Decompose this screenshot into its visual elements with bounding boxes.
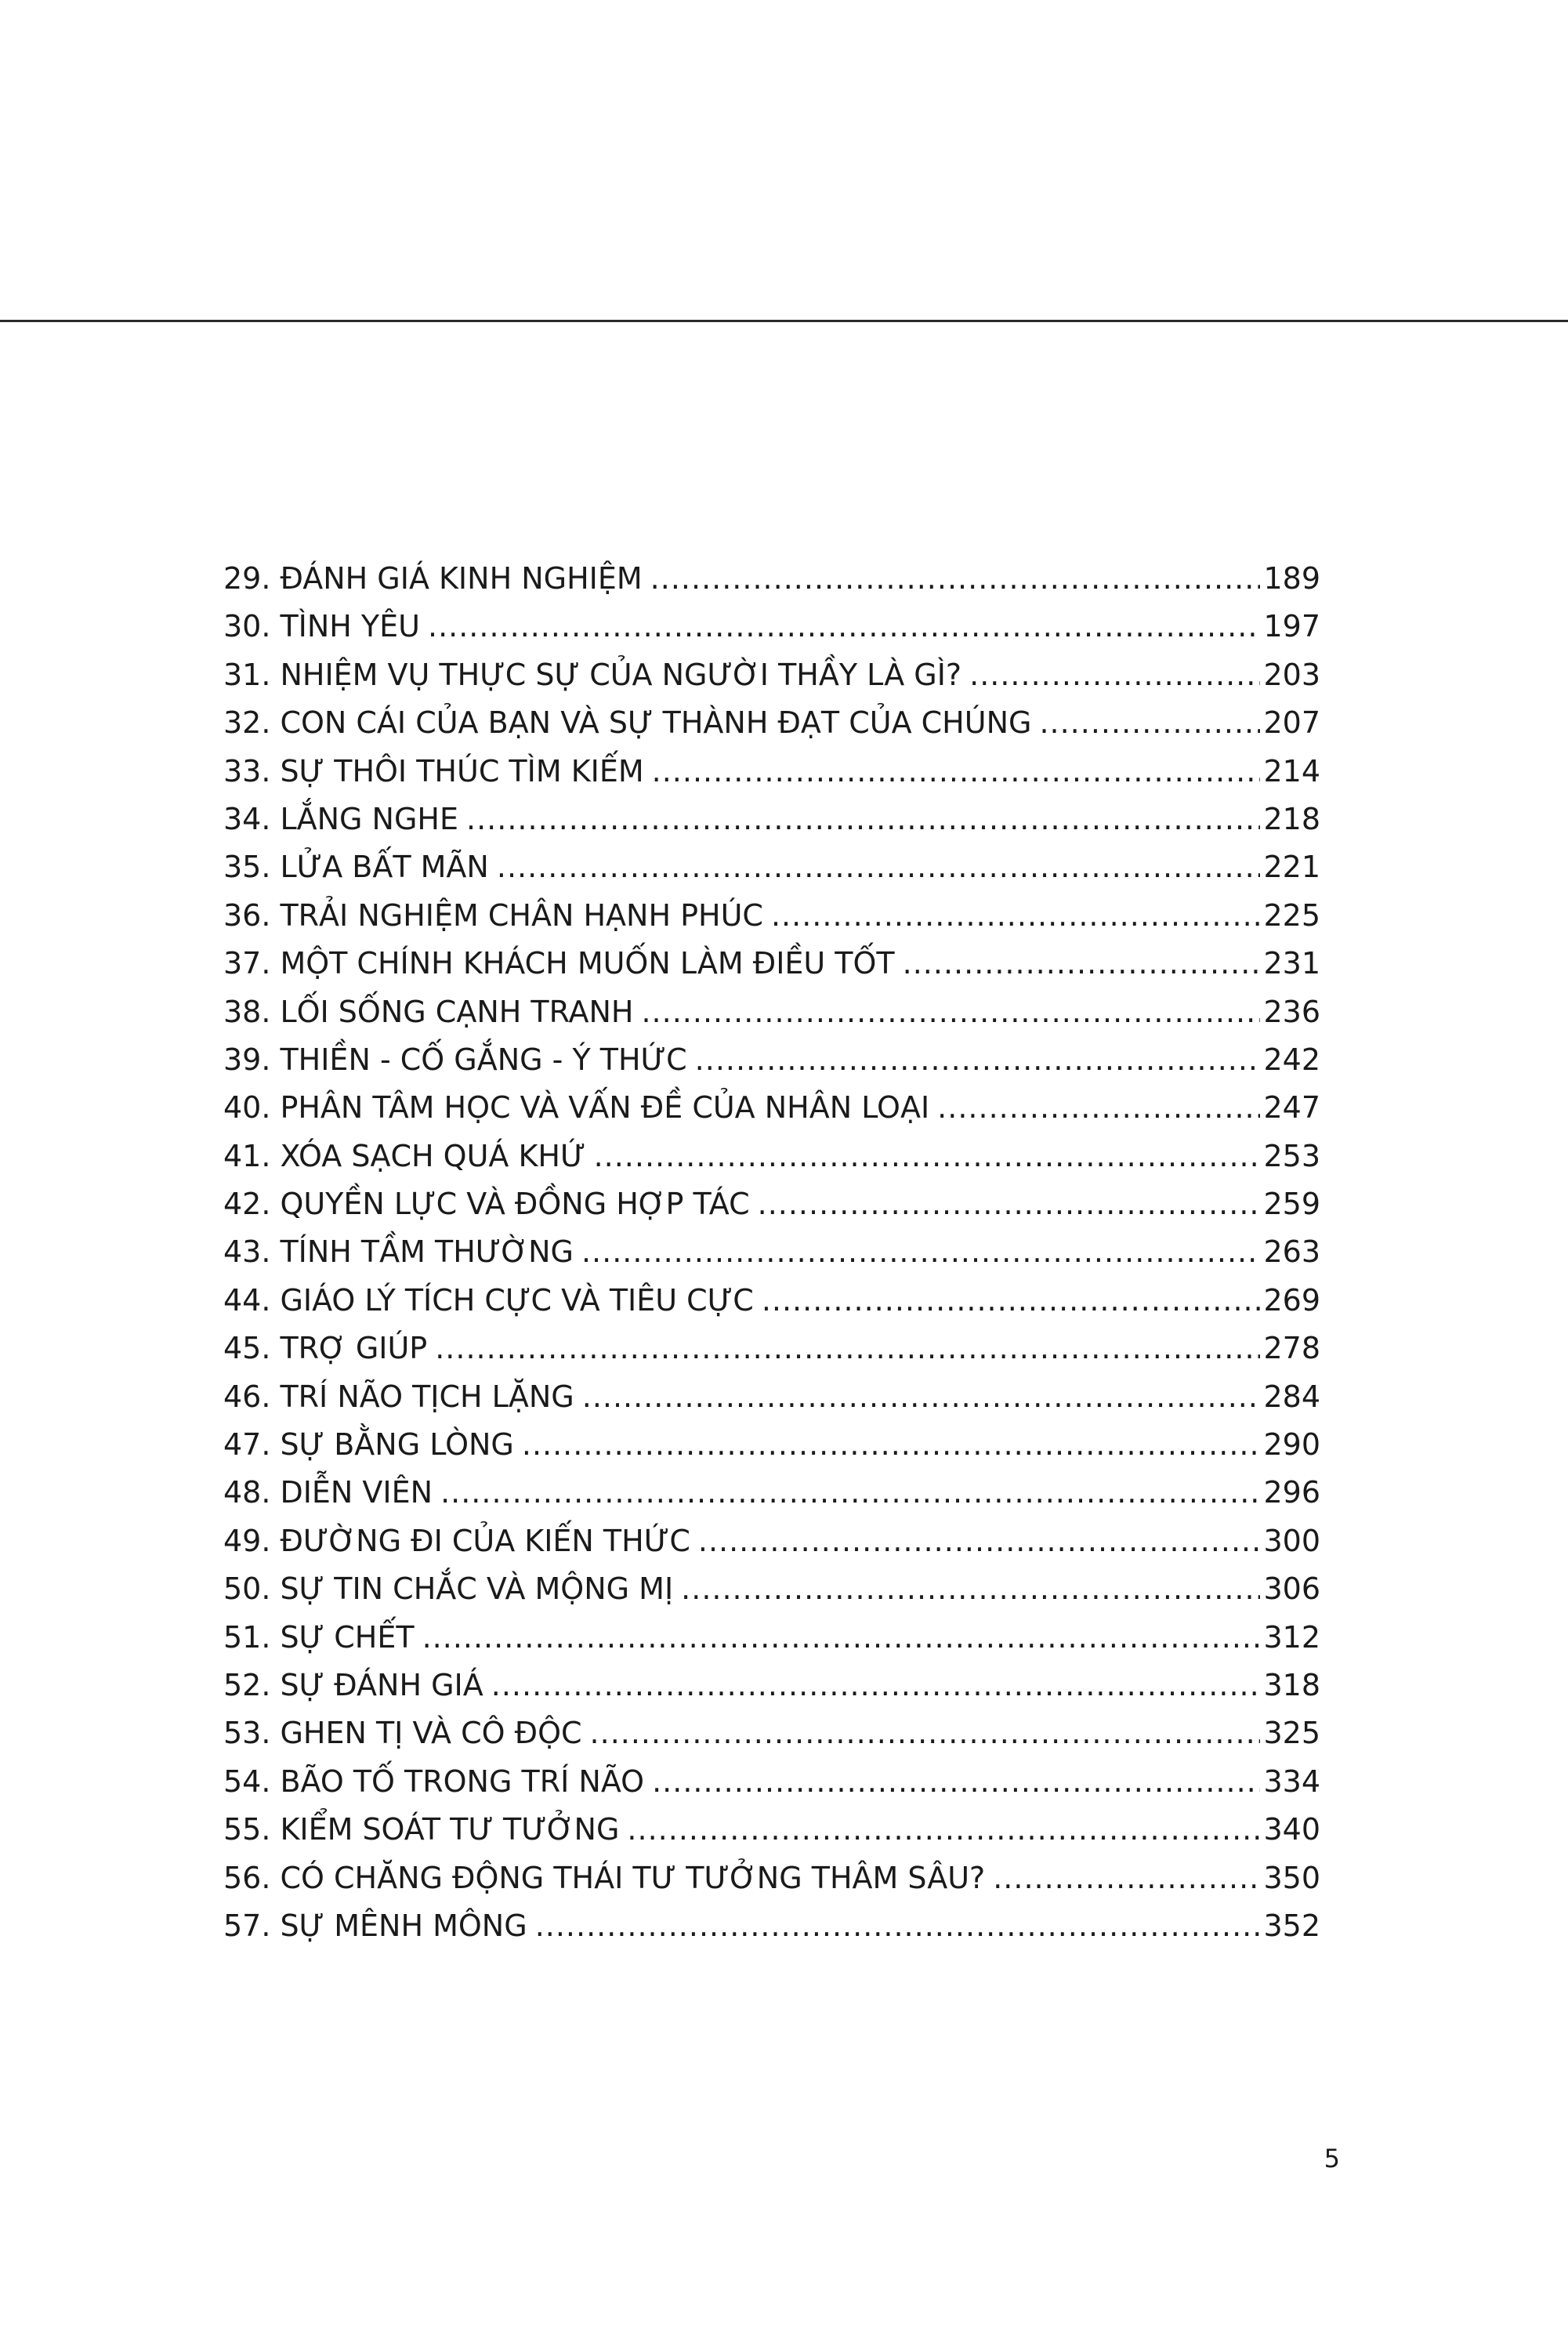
header-rule: [0, 320, 1568, 322]
toc-entry-page: 231: [1263, 946, 1320, 981]
toc-entry-number: 56.: [223, 1860, 271, 1895]
toc-entry-number: 30.: [223, 609, 271, 644]
toc-entry-title: QUYỀN LỰC VÀ ĐỒNG HỢP TÁC: [280, 1187, 750, 1222]
toc-entry-page: 318: [1263, 1667, 1320, 1702]
toc-entry-title: LỐI SỐNG CẠNH TRANH: [280, 994, 634, 1029]
toc-entry-title: CÓ CHĂNG ĐỘNG THÁI TƯ TƯỞNG THÂM SÂU?: [280, 1860, 986, 1895]
toc-entry-title: TRẢI NGHIỆM CHÂN HẠNH PHÚC: [280, 897, 763, 933]
toc-entry: [223, 1421, 1320, 1469]
toc-dot-leader: [652, 748, 1261, 796]
toc-entry-number: 51.: [223, 1619, 271, 1655]
toc-dot-leader: [937, 1084, 1260, 1132]
toc-entry: [223, 1133, 1320, 1180]
toc-entry-page: 218: [1263, 801, 1320, 836]
toc-entry-title: SỰ BẰNG LÒNG: [280, 1427, 514, 1463]
toc-entry-page: 269: [1263, 1282, 1320, 1318]
toc-entry: [223, 1180, 1320, 1228]
toc-entry-title: NHIỆM VỤ THỰC SỰ CỦA NGƯỜI THẦY LÀ GÌ?: [280, 657, 962, 692]
toc-dot-leader: [582, 1373, 1261, 1421]
toc-entry-page: 225: [1263, 897, 1320, 933]
toc-entry-title: SỰ CHẾT: [280, 1619, 415, 1655]
toc-entry: [223, 1469, 1320, 1517]
toc-entry-title: THIỀN - CỐ GẮNG - Ý THỨC: [280, 1042, 687, 1077]
toc-entry: [223, 1517, 1320, 1565]
toc-entry-page: 189: [1263, 561, 1320, 596]
toc-entry-title: SỰ THÔI THÚC TÌM KIẾM: [280, 753, 644, 788]
toc-dot-leader: [652, 1758, 1260, 1806]
toc-dot-leader: [428, 603, 1260, 651]
toc-entry: [223, 603, 1320, 651]
toc-entry-title: CON CÁI CỦA BẠN VÀ SỰ THÀNH ĐẠT CỦA CHÚNG: [280, 705, 1032, 741]
toc-entry: [223, 1277, 1320, 1325]
toc-entry-page: 197: [1263, 609, 1320, 644]
toc-dot-leader: [758, 1180, 1261, 1228]
toc-entry-number: 54.: [223, 1764, 271, 1799]
toc-entry-title: GIÁO LÝ TÍCH CỰC VÀ TIÊU CỰC: [280, 1282, 754, 1318]
toc-dot-leader: [1039, 699, 1260, 747]
toc-entry-page: 221: [1263, 850, 1320, 885]
toc-dot-leader: [590, 1709, 1261, 1757]
toc-entry: [223, 1614, 1320, 1662]
toc-entry-page: 214: [1263, 753, 1320, 788]
toc-entry: [223, 1373, 1320, 1421]
toc-entry-page: 334: [1263, 1764, 1320, 1799]
toc-dot-leader: [650, 555, 1261, 603]
toc-entry-page: 236: [1263, 994, 1320, 1029]
toc-entry-number: 44.: [223, 1282, 271, 1318]
toc-entry-title: LẮNG NGHE: [280, 801, 459, 836]
toc-entry-page: 312: [1263, 1619, 1320, 1655]
toc-entry-number: 50.: [223, 1571, 271, 1607]
toc-entry-title: ĐƯỜNG ĐI CỦA KIẾN THỨC: [280, 1523, 690, 1558]
toc-entry-number: 42.: [223, 1187, 271, 1222]
toc-entry-title: TÍNH TẦM THƯỜNG: [280, 1234, 574, 1270]
toc-entry-page: 278: [1263, 1331, 1320, 1366]
toc-entry-title: KIỂM SOÁT TƯ TƯỞNG: [280, 1812, 620, 1847]
toc-entry-title: XÓA SẠCH QUÁ KHỨ: [280, 1138, 586, 1173]
toc-entry: [223, 988, 1320, 1036]
toc-entry-number: 34.: [223, 801, 271, 836]
toc-entry-number: 36.: [223, 897, 271, 933]
toc-entry-number: 46.: [223, 1379, 271, 1414]
toc-dot-leader: [641, 988, 1260, 1036]
toc-entry-page: 259: [1263, 1187, 1320, 1222]
toc-entry-page: 253: [1263, 1138, 1320, 1173]
page-number: 5: [1324, 2144, 1340, 2173]
toc-dot-leader: [695, 1036, 1261, 1084]
toc-entry-number: 39.: [223, 1042, 271, 1077]
toc-dot-leader: [466, 796, 1260, 843]
toc-entry: [223, 1902, 1320, 1950]
toc-entry: [223, 1084, 1320, 1132]
toc-entry-page: 247: [1263, 1090, 1320, 1126]
toc-dot-leader: [681, 1565, 1260, 1613]
toc-entry-number: 41.: [223, 1138, 271, 1173]
toc-entry-number: 53.: [223, 1716, 271, 1751]
toc-dot-leader: [698, 1517, 1261, 1565]
toc-entry-number: 55.: [223, 1812, 271, 1847]
toc-entry: [223, 1036, 1320, 1084]
toc-entry: [223, 1709, 1320, 1757]
toc-entry-number: 29.: [223, 561, 271, 596]
toc-entry-title: MỘT CHÍNH KHÁCH MUỐN LÀM ĐIỀU TỐT: [280, 946, 895, 981]
toc-dot-leader: [762, 1277, 1261, 1325]
toc-dot-leader: [993, 1854, 1260, 1902]
toc-entry-number: 37.: [223, 946, 271, 981]
toc-entry-number: 32.: [223, 705, 271, 741]
toc-entry: [223, 843, 1320, 891]
toc-entry-page: 296: [1263, 1475, 1320, 1510]
toc-dot-leader: [491, 1662, 1261, 1709]
toc-entry-page: 306: [1263, 1571, 1320, 1607]
toc-dot-leader: [903, 940, 1261, 988]
toc-entry-page: 352: [1263, 1908, 1320, 1943]
toc-entry: [223, 1228, 1320, 1276]
toc-entry-title: PHÂN TÂM HỌC VÀ VẤN ĐỀ CỦA NHÂN LOẠI: [280, 1090, 930, 1126]
toc-entry-page: 350: [1263, 1860, 1320, 1895]
toc-entry: [223, 940, 1320, 988]
table-of-contents: [223, 555, 1320, 1950]
toc-entry: [223, 1854, 1320, 1902]
toc-entry-page: 263: [1263, 1234, 1320, 1270]
toc-entry-number: 47.: [223, 1427, 271, 1463]
toc-entry: [223, 1565, 1320, 1613]
toc-entry: [223, 651, 1320, 699]
toc-entry-title: LỬA BẤT MÃN: [280, 850, 489, 885]
toc-entry-number: 49.: [223, 1523, 271, 1558]
toc-entry-title: SỰ ĐÁNH GIÁ: [280, 1667, 483, 1702]
toc-entry-title: DIỄN VIÊN: [280, 1475, 433, 1510]
toc-entry-number: 40.: [223, 1090, 271, 1126]
toc-entry-title: SỰ TIN CHẮC VÀ MỘNG MỊ: [280, 1571, 674, 1607]
toc-entry-title: GHEN TỊ VÀ CÔ ĐỘC: [280, 1716, 582, 1751]
toc-entry-number: 57.: [223, 1908, 271, 1943]
toc-entry: [223, 1325, 1320, 1372]
toc-entry: [223, 1758, 1320, 1806]
toc-entry: [223, 892, 1320, 940]
toc-entry: [223, 699, 1320, 747]
toc-dot-leader: [771, 892, 1261, 940]
toc-entry-number: 48.: [223, 1475, 271, 1510]
toc-dot-leader: [422, 1614, 1261, 1662]
toc-dot-leader: [627, 1806, 1260, 1854]
toc-entry-title: SỰ MÊNH MÔNG: [280, 1908, 527, 1943]
toc-entry: [223, 555, 1320, 603]
toc-dot-leader: [969, 651, 1260, 699]
toc-dot-leader: [435, 1325, 1260, 1372]
toc-entry-page: 290: [1263, 1427, 1320, 1463]
toc-entry: [223, 1662, 1320, 1709]
toc-entry-title: BÃO TỐ TRONG TRÍ NÃO: [280, 1764, 645, 1799]
toc-entry-title: TRỢ GIÚP: [280, 1331, 428, 1366]
toc-entry-number: 52.: [223, 1667, 271, 1702]
toc-entry-title: TÌNH YÊU: [280, 609, 420, 644]
toc-entry-page: 325: [1263, 1716, 1320, 1751]
toc-entry-number: 31.: [223, 657, 271, 692]
toc-entry-page: 242: [1263, 1042, 1320, 1077]
toc-dot-leader: [522, 1421, 1261, 1469]
toc-entry-number: 43.: [223, 1234, 271, 1270]
toc-entry-page: 300: [1263, 1523, 1320, 1558]
toc-entry: [223, 748, 1320, 796]
toc-entry-page: 284: [1263, 1379, 1320, 1414]
toc-dot-leader: [581, 1228, 1261, 1276]
toc-entry-number: 35.: [223, 850, 271, 885]
toc-dot-leader: [535, 1902, 1261, 1950]
toc-dot-leader: [440, 1469, 1260, 1517]
toc-entry-number: 45.: [223, 1331, 271, 1366]
toc-dot-leader: [497, 843, 1261, 891]
toc-entry-number: 38.: [223, 994, 271, 1029]
toc-dot-leader: [594, 1133, 1261, 1180]
toc-entry-title: ĐÁNH GIÁ KINH NGHIỆM: [280, 561, 643, 596]
toc-entry-title: TRÍ NÃO TỊCH LẶNG: [280, 1379, 574, 1414]
toc-entry: [223, 796, 1320, 843]
toc-entry-page: 203: [1263, 657, 1320, 692]
toc-entry-page: 340: [1263, 1812, 1320, 1847]
toc-entry-page: 207: [1263, 705, 1320, 741]
toc-entry-number: 33.: [223, 753, 271, 788]
toc-entry: [223, 1806, 1320, 1854]
